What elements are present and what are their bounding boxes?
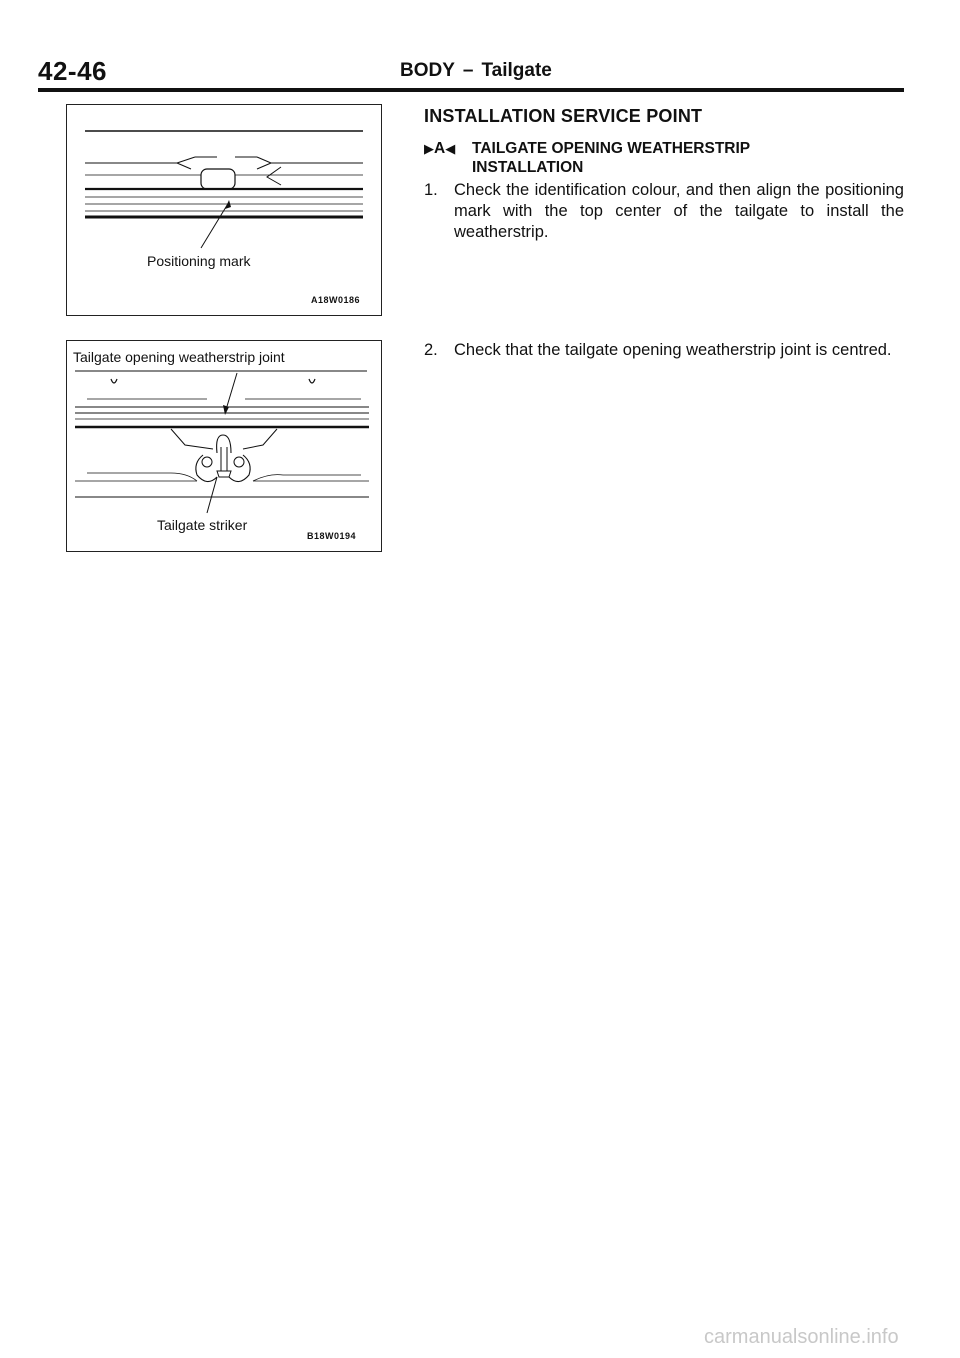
figure-weatherstrip-joint: [66, 340, 382, 552]
section-name: BODY: [400, 60, 455, 81]
page-number: 42-46: [38, 56, 107, 86]
section-title: [400, 60, 552, 82]
figure-code: A18W0186: [311, 295, 361, 305]
figure-code: B18W0194: [307, 531, 357, 541]
positioning-mark-label: Positioning mark: [147, 253, 251, 269]
section-separator: –: [462, 60, 474, 81]
figure-positioning-mark: [66, 104, 382, 316]
subheading-line1: TAILGATE OPENING WEATHERSTRIP: [472, 140, 751, 157]
service-point-heading: INSTALLATION SERVICE POINT: [424, 106, 703, 126]
reference-letter: A: [434, 140, 446, 157]
subheading-line2: INSTALLATION: [472, 159, 584, 176]
header-rule: [38, 88, 904, 92]
weatherstrip-joint-label: Tailgate opening weatherstrip joint: [73, 349, 285, 365]
subheading: [424, 139, 904, 176]
positioning-mark-illustration: [67, 105, 381, 315]
subsection-name: Tailgate: [481, 60, 552, 81]
tailgate-striker-label: Tailgate striker: [157, 517, 248, 533]
reference-mark: [424, 139, 472, 158]
page-header: [38, 54, 904, 94]
step-text: Check that the tailgate opening weatherstrip joint is centred.: [454, 341, 892, 359]
content-column: [424, 106, 904, 176]
subheading-text: [472, 139, 750, 177]
triangle-right-icon: ▶: [424, 141, 434, 156]
watermark: carmanualsonline.info: [704, 1326, 899, 1348]
step-number: 1.: [424, 181, 438, 199]
step-text: Check the identification colour, and then align the positioning mark with the top center of the tailgate to install the weatherstrip.: [454, 181, 904, 241]
step-number: 2.: [424, 341, 438, 359]
triangle-left-icon: ◀: [445, 141, 456, 156]
